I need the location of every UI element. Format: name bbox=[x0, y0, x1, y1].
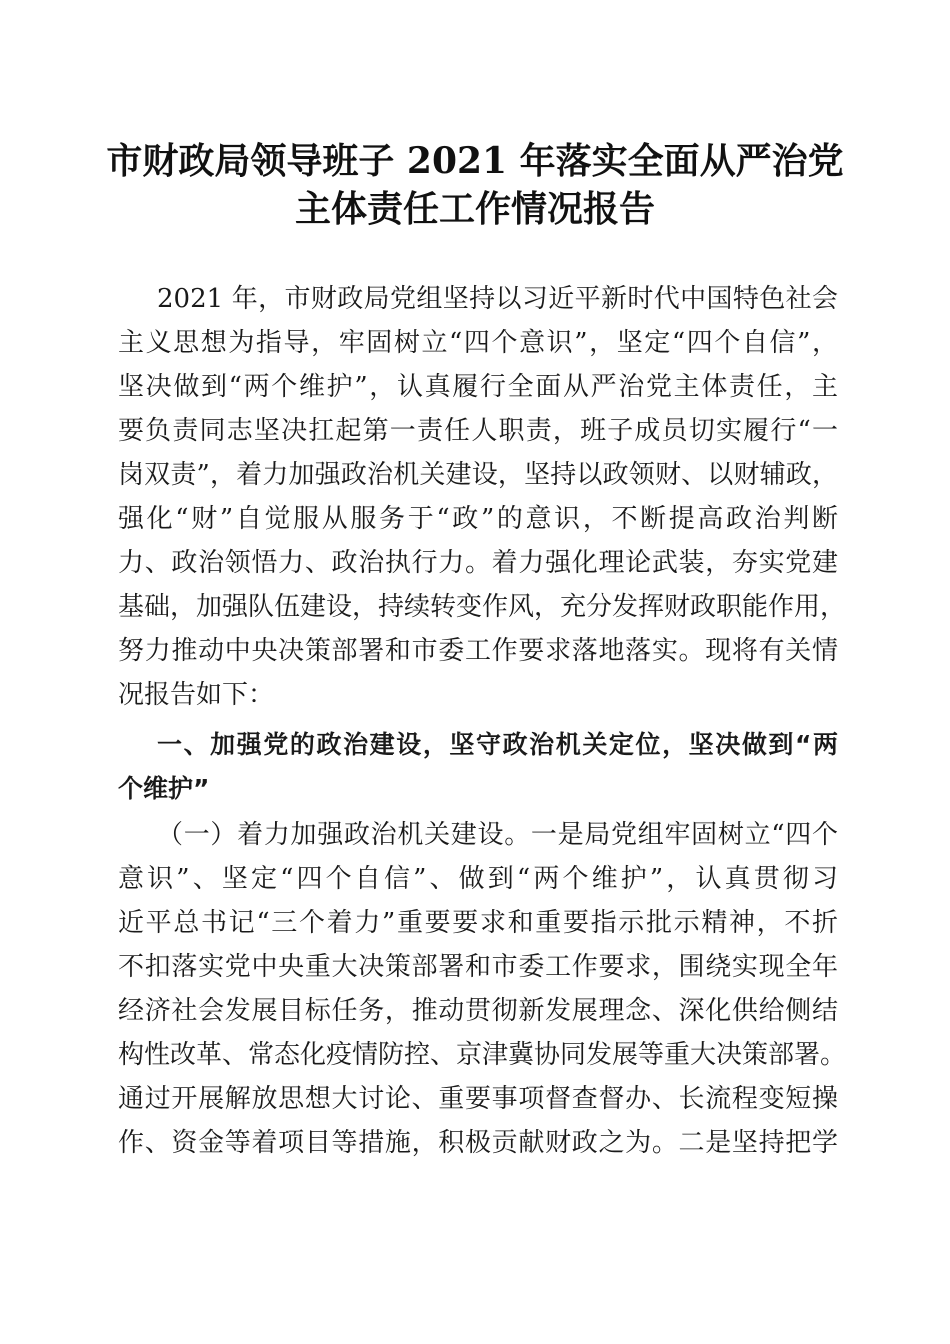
subsection-1-line-7: 通过开展解放思想大讨论、重要事项督查督办、长流程变短操 bbox=[118, 1084, 838, 1114]
intro-line-6: 强化“财”自觉服从服务于“政”的意识，不断提高政治判断 bbox=[118, 504, 838, 534]
subsection-1-line-2: 意识”、坚定“四个自信”、做到“两个维护”，认真贯彻习 bbox=[118, 864, 838, 894]
subsection-1-line-8: 作、资金等着项目等措施，积极贡献财政之为。二是坚持把学 bbox=[118, 1128, 838, 1158]
intro-line-10: 况报告如下： bbox=[118, 680, 275, 710]
intro-line-7: 力、政治领悟力、政治执行力。着力强化理论武装，夯实党建 bbox=[118, 548, 838, 578]
intro-line-3: 坚决做到“两个维护”，认真履行全面从严治党主体责任，主 bbox=[118, 372, 838, 402]
intro-line-1: 2021 年，市财政局党组坚持以习近平新时代中国特色社会 bbox=[157, 284, 838, 314]
subsection-1-line-1-text: 着力加强政治机关建设。一是局党组牢固树立“四个 bbox=[237, 820, 838, 850]
subsection-1-line-5: 经济社会发展目标任务，推动贯彻新发展理念、深化供给侧结 bbox=[118, 996, 838, 1026]
subsection-1-line-3: 近平总书记“三个着力”重要要求和重要指示批示精神，不折 bbox=[118, 908, 838, 938]
section-1-heading-line-2: 个维护” bbox=[118, 774, 210, 803]
document-title-line-2: 主体责任工作情况报告 bbox=[294, 188, 655, 230]
intro-line-4: 要负责同志坚决扛起第一责任人职责，班子成员切实履行“一 bbox=[118, 416, 838, 446]
intro-line-9: 努力推动中央决策部署和市委工作要求落地落实。现将有关情 bbox=[118, 636, 838, 666]
intro-line-5: 岗双责”，着力加强政治机关建设，坚持以政领财、以财辅政， bbox=[118, 460, 838, 490]
subsection-1-line-4: 不扣落实党中央重大决策部署和市委工作要求，围绕实现全年 bbox=[118, 952, 838, 982]
subsection-1-line-6: 构性改革、常态化疫情防控、京津冀协同发展等重大决策部署。 bbox=[118, 1040, 847, 1070]
intro-line-8: 基础，加强队伍建设，持续转变作风，充分发挥财政职能作用， bbox=[118, 592, 847, 622]
intro-line-2: 主义思想为指导，牢固树立“四个意识”，坚定“四个自信”， bbox=[118, 328, 838, 358]
document-title-line-1: 市财政局领导班子 2021 年落实全面从严治党 bbox=[106, 140, 844, 182]
subsection-1-line-1 bbox=[157, 820, 838, 850]
subsection-1-label: （一） bbox=[157, 820, 238, 850]
section-1-heading-line-1: 一、加强党的政治建设，坚守政治机关定位，坚决做到“两 bbox=[157, 730, 838, 759]
